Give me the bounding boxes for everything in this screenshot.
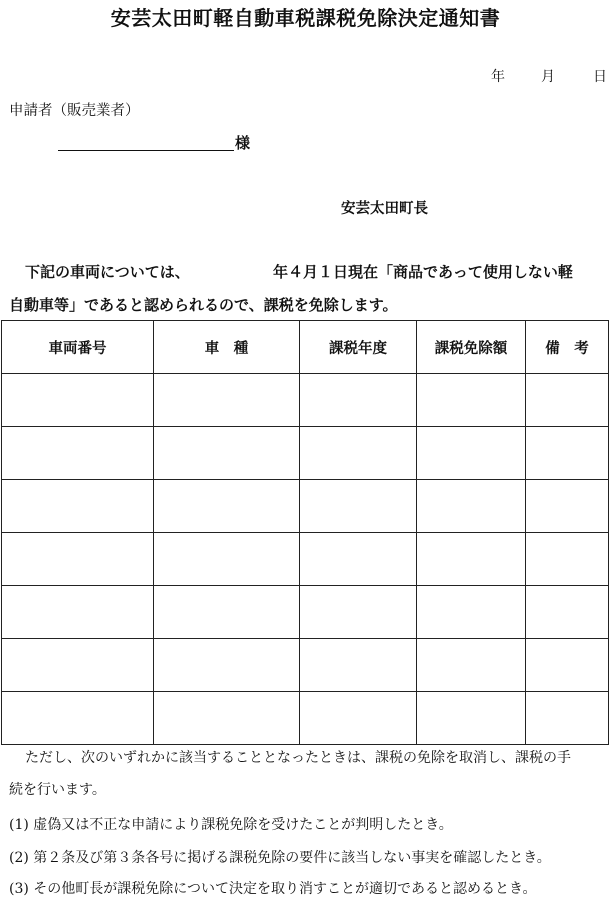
table-row (2, 586, 609, 639)
table-row (2, 427, 609, 480)
table-cell[interactable] (300, 533, 417, 586)
table-row (2, 692, 609, 745)
table-header-row (2, 321, 609, 374)
table-row (2, 480, 609, 533)
header-tax-year: 課税年度 (300, 321, 417, 374)
table-cell[interactable] (526, 374, 609, 427)
table-cell[interactable] (2, 480, 154, 533)
table-cell[interactable] (300, 374, 417, 427)
date-day: 日 (593, 69, 607, 85)
body-line1-part2: 年４月１日現在「商品であって使用しない軽 (273, 263, 573, 281)
table-cell[interactable] (417, 480, 526, 533)
table-cell[interactable] (417, 533, 526, 586)
table-cell[interactable] (2, 533, 154, 586)
date-month: 月 (541, 69, 555, 85)
header-remarks: 備 考 (526, 321, 609, 374)
table-cell[interactable] (2, 692, 154, 745)
issuer: 安芸太田町長 (341, 201, 428, 217)
table-cell[interactable] (526, 639, 609, 692)
table-body (2, 374, 609, 745)
table-cell[interactable] (154, 427, 300, 480)
document-title: 安芸太田町軽自動車税課税免除決定通知書 (110, 6, 501, 30)
condition-3: (3) その他町長が課税免除について決定を取り消すことが適切であると認めるとき。 (9, 881, 537, 897)
header-vehicle-type: 車 種 (154, 321, 300, 374)
body-line1-part1: 下記の車両については、 (25, 263, 190, 281)
table-cell[interactable] (300, 639, 417, 692)
applicant-name-line (58, 150, 234, 151)
table-cell[interactable] (417, 692, 526, 745)
honorific: 様 (235, 134, 251, 152)
table-cell[interactable] (2, 427, 154, 480)
table-cell[interactable] (154, 586, 300, 639)
table-cell[interactable] (2, 586, 154, 639)
table-cell[interactable] (300, 586, 417, 639)
table-row (2, 533, 609, 586)
table-cell[interactable] (526, 480, 609, 533)
table-row (2, 639, 609, 692)
table-cell[interactable] (154, 639, 300, 692)
table-cell[interactable] (417, 586, 526, 639)
table-cell[interactable] (300, 480, 417, 533)
vehicle-table (1, 320, 609, 745)
table-cell[interactable] (154, 374, 300, 427)
table-cell[interactable] (2, 374, 154, 427)
date-year: 年 (491, 69, 505, 85)
header-exemption-amount: 課税免除額 (417, 321, 526, 374)
table-cell[interactable] (154, 692, 300, 745)
table-cell[interactable] (300, 427, 417, 480)
table-cell[interactable] (417, 374, 526, 427)
applicant-label: 申請者（販売業者） (9, 103, 140, 119)
table-cell[interactable] (526, 586, 609, 639)
table-cell[interactable] (417, 639, 526, 692)
table-cell[interactable] (526, 533, 609, 586)
table-cell[interactable] (300, 692, 417, 745)
table-cell[interactable] (526, 427, 609, 480)
body-line2: 自動車等」であると認められるので、課税を免除します。 (9, 296, 398, 314)
table-cell[interactable] (2, 639, 154, 692)
table-cell[interactable] (154, 533, 300, 586)
table-cell[interactable] (526, 692, 609, 745)
proviso-line2: 続を行います。 (9, 782, 106, 798)
table-row (2, 374, 609, 427)
header-vehicle-number: 車両番号 (2, 321, 154, 374)
condition-1: (1) 虚偽又は不正な申請により課税免除を受けたことが判明したとき。 (9, 817, 453, 833)
table-cell[interactable] (417, 427, 526, 480)
table-cell[interactable] (154, 480, 300, 533)
proviso-line1: ただし、次のいずれかに該当することとなったときは、課税の免除を取消し、課税の手 (25, 750, 571, 766)
condition-2: (2) 第２条及び第３条各号に掲げる課税免除の要件に該当しない事実を確認したとき。 (9, 850, 551, 866)
